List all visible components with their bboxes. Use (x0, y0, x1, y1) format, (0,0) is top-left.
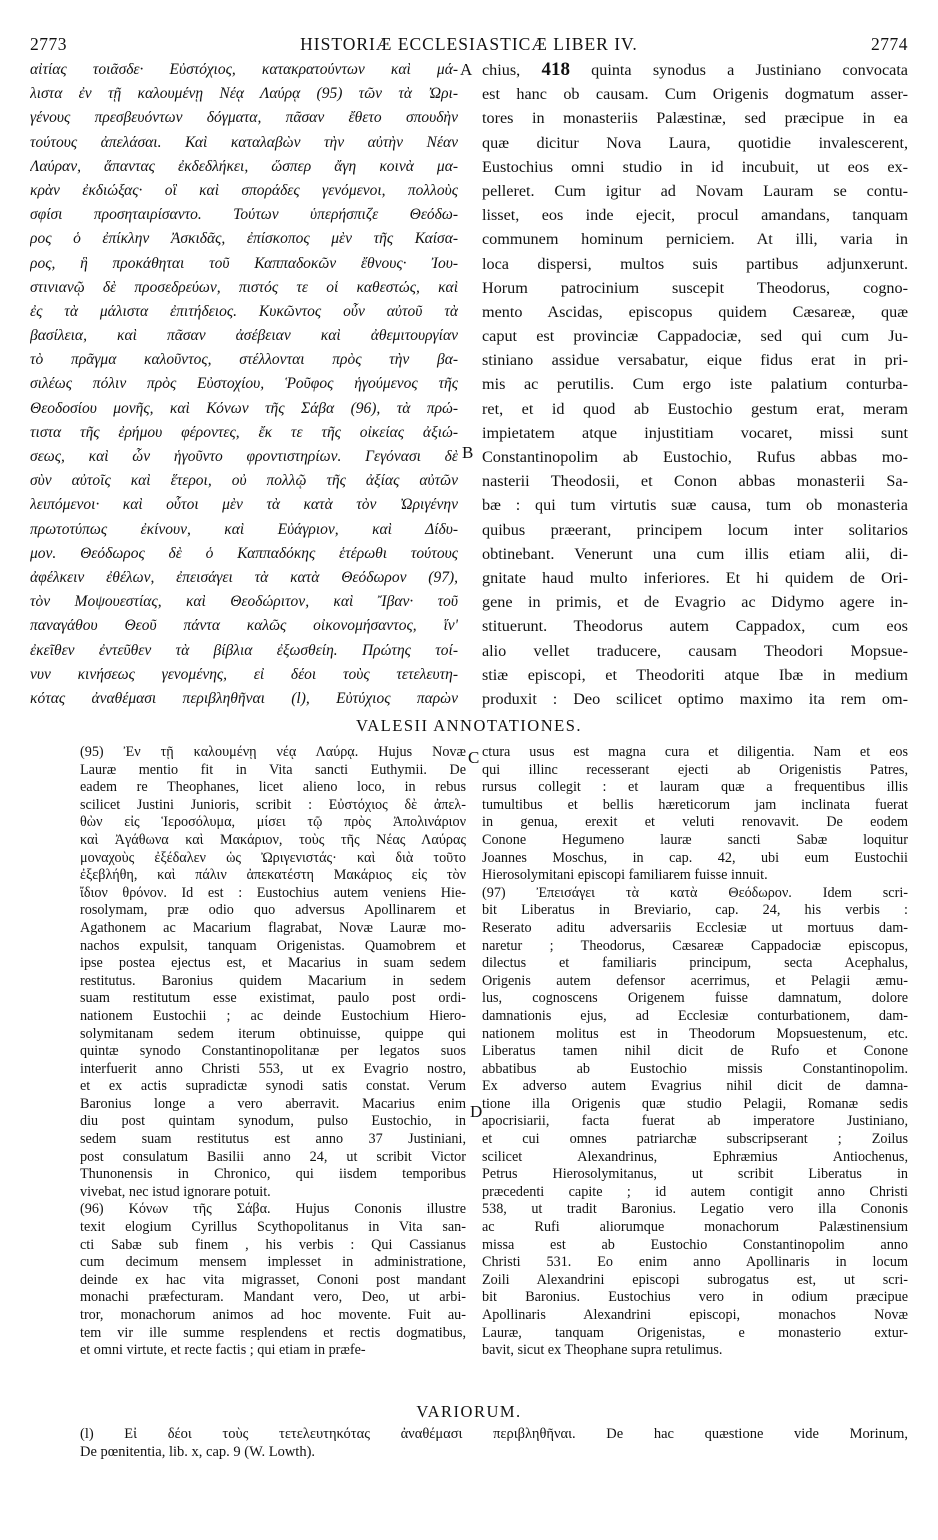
annotations-right-column (482, 744, 908, 1360)
annotation-line: Origenis autem defensor acerrimus, et Pelagii æmu- (482, 972, 908, 989)
greek-line: σὺν αὐτοῖς καὶ ἕτεροι, οὐ πολλῷ τῆς ἀξίας αὐτῶν (30, 472, 458, 490)
annotation-line: ipse postea ejectus est, et Macarius in suam sedem (80, 955, 466, 972)
margin-marker-b: B (462, 443, 474, 462)
greek-line: σεως, καὶ ὧν ἡγοῦντο φροντιστηρίων. Γεγόνασι δὲ (30, 448, 458, 465)
margin-marker-d: D (470, 1102, 483, 1121)
latin-line: produxit : Deo scilicet optimo maximo ita rem om- (482, 689, 908, 708)
annotation-line: ἴδιον θρόνον. Id est : Eustochius autem veniens Hie- (80, 884, 466, 901)
annotation-line: præcedenti capite ; id autem contigit anno Christi (482, 1183, 908, 1200)
annotation-line: Ex adverso autem Evagrius nihil dicit de damna- (482, 1078, 908, 1095)
annotation-line: et ex actis supradictæ synodi satis constat. Verum (80, 1078, 466, 1095)
latin-first-line (482, 58, 908, 82)
latin-line: gnitate haud multo inferiores. Et hi quidem de Ori- (482, 568, 908, 587)
annotation-line: bavit, sicut ex Theophane supra retulimus. (482, 1342, 723, 1359)
latin-line: stituerunt. Theodorus autem Cappadox, cum eos (482, 617, 908, 636)
page-number-right: 2774 (871, 34, 908, 54)
greek-line: γένους πρεσβευόντων δόγματα, πᾶσαν ἔθετο σπουδὴν (30, 109, 458, 127)
annotation-line: eadem re Theophanes, licet alieno loco, in rebus (80, 779, 466, 796)
annotation-line: θὼν εἰς Ἱεροσόλυμα, μίσει τῷ πρὸς Ἀπολινάριον (80, 814, 466, 831)
latin-line: gene in primis, et de Evagrio ac Didymo agere in- (482, 593, 908, 612)
annotation-line: missa est ab Eustochio Constantinopolim anno (482, 1236, 908, 1253)
greek-line: ἐκεῖθεν ἐντεῦθεν τὰ βίβλια ἐξωσθείη. Πρώτης τοί- (30, 641, 458, 659)
annotation-line: ἐξεβλήθη, καὶ πάλιν ἀπεκατέστη Μακάριος εἰς τὸν (80, 867, 466, 884)
latin-line: quæ dicitur Nova Laura, quotidie invalescerent, (482, 133, 908, 152)
annotation-line: et omni virtute, et recte factis ; qui etiam in præfe- (80, 1342, 366, 1359)
greek-line: Θεοδοσίου μονῆς, καὶ Κόνων τῆς Σάβα (96), τὰ πρώ- (30, 399, 458, 417)
annotation-line: tumultibus et bellis hæreticorum jam inclinata fuerat (482, 796, 908, 813)
annotation-line: Liberatus tamen nihil dicit de Rufo et Conone (482, 1043, 908, 1060)
latin-line: Constantinopolim ab Eustochio, Rufus abbas mo- (482, 448, 908, 466)
latin-line: lisset, eos inde ejecit, procul amandans, tanquam (482, 206, 908, 225)
greek-line: ρος ὁ ἐπίκλην Ἀσκιδᾶς, ἐπίσκοπος μὲν τῆς Καίσα- (30, 230, 458, 248)
annotation-line: deinde ex hac vita migrasset, Cononi post mandant (80, 1271, 466, 1288)
annotation-line: texit elogium Cyrillus Scythopolitanus in Vita san- (80, 1219, 466, 1236)
annotation-line: Conone Hegumeno lauræ sancti Sabæ loquitur (482, 831, 908, 848)
annotation-line: Christi 531. Eo enim anno Apollinaris in locum (482, 1254, 908, 1271)
annotation-line: Baronius longe a vero aberravit. Macarius enim (80, 1095, 466, 1112)
annotation-line: nachos expulsit, tanquam Origenistas. Quamobrem et (80, 937, 466, 954)
annotation-line: μοναχοὺς ἐξέδαλεν ὡς Ὠριγενιστάς· καὶ διὰ τοῦτο (80, 849, 466, 866)
annotation-line: nationem Eustochii ; ac deinde Eustochium Hiero- (80, 1007, 466, 1024)
annotation-line: quintæ synodo Constantinopolitanæ per legatos suos (80, 1043, 466, 1060)
annotation-line: Reserato aditu adversariis Ecclesiæ ut mortuus dam- (482, 919, 908, 936)
latin-line: caput est provinciæ Cappadociæ, sed qui cum Ju- (482, 327, 908, 346)
annotation-line: monachi præfecturam. Mandant vero, Deo, ut arbi- (80, 1289, 466, 1306)
annotation-line: (97) Ἐπεισάγει τὰ κατὰ Θεόδωρον. Idem scri- (482, 884, 908, 901)
latin-line: alio vellet traducere, causam Theodori Mopsue- (482, 641, 908, 660)
annotation-line: Petrus Hierosolymitanus, ut scribit Liberatus in (482, 1166, 908, 1183)
greek-line: βασίλεια, καὶ πᾶσαν ἀσέβειαν καὶ ἀθεμιτουργίαν (30, 327, 458, 345)
greek-line: τὸ πρᾶγμα καλοῦντος, στέλλονται πρὸς τὴν βα- (30, 351, 458, 369)
latin-line: stiæ episcopi, et Theodoriti atque Ibæ in medium (482, 665, 908, 684)
annotation-line: cti Sabæ sub finem , his verbis : Qui Cassianus (80, 1236, 466, 1253)
annotation-line: καὶ Ἀγάθωνα καὶ Μακάριον, τοὺς τῆς Νέας Λαύρας (80, 831, 466, 848)
latin-line: tores in monasteriis Palæstinæ, sed præcipue in ea (482, 109, 908, 128)
annotation-line: dilectus et familiaris principum, secta Acephalus, (482, 955, 908, 972)
running-header (30, 34, 908, 56)
greek-line: τιστα τῆς ἐρήμου φέροντες, ἔκ τε τῆς οἰκείας ἀξιώ- (30, 423, 458, 441)
margin-marker-a: A (460, 60, 473, 79)
greek-line: ρος, ἣ προκάθηται τοῦ Καππαδοκῶν ἔθνους· Ἰου- (30, 254, 458, 272)
annotation-line: ac Rufi aliorumque monachorum Palæstinensium (482, 1219, 908, 1236)
annotation-line: Joannes Moschus, in cap. 42, ubi eum Eustochii (482, 849, 908, 866)
greek-line: σφίσι προσηταιρίσαντο. Τούτων ὑπερήσπιζε Θεόδω- (30, 206, 458, 224)
annotation-line: suam restitutum esse existimat, paulo post ordi- (80, 990, 466, 1007)
latin-line: quibus præerant, principem locum inter solitarios (482, 520, 908, 539)
latin-line: mento Ascidas, episcopus quidem Cæsareæ, quæ (482, 302, 908, 321)
annotation-line: restitutus. Baronius quidem Macarium in sedem (80, 972, 466, 989)
latin-line: Eustochius omni studio in id incubuit, ut eos ex- (482, 157, 908, 176)
column-number: 418 (541, 59, 570, 80)
latin-text-column (482, 58, 908, 711)
greek-line: αἰτίας τοιᾶσδε· Εὐστόχιος, κατακρατούντων καὶ μά- (30, 61, 458, 78)
greek-line: ἐς τὰ μάλιστα ἐπιτήδειος. Κυκῶντος οὖν αὐτοῦ τὰ (30, 302, 458, 320)
greek-line: πρωτοτύπως ἐκίνουν, καὶ Εὐάγριον, καὶ Δίδυ- (30, 520, 458, 538)
variorum-line-1: (l) Εἰ δέοι τοὺς τετελευτηκότας ἀναθέμασι περιβληθῆναι. De hac quæstione vide Morinum, (80, 1426, 908, 1442)
annotation-line: interfuerit anno Christi 553, ut ex Evagrio nostro, (80, 1060, 466, 1077)
annotation-line: post consulatum Basilii anno 24, ut scribit Victor (80, 1148, 466, 1165)
greek-line: κότας ἀναθέμασι περιβληθῆναι (l), Εὐτύχιος παρὼν (30, 689, 458, 707)
latin-line: ret, et id quod ab Eustochio gestum erat, meram (482, 399, 908, 418)
page-number-left: 2773 (30, 34, 67, 54)
annotation-line: bit Baronius. Eustochius vero in odium præcipue (482, 1289, 908, 1306)
annotation-line: abbatibus ab Eustochio missis Constantinopolim. (482, 1060, 908, 1077)
annotation-line: vivebat, nec istud ignorare potuit. (80, 1183, 271, 1200)
greek-line: παναγάθου Θεοῦ πάντα καλῶς οἰκονομήσαντος, ἵν' (30, 617, 458, 635)
annotation-line: tror, monachorum animos ad hoc movente. Fuit au- (80, 1307, 466, 1323)
latin-line: loca dispersi, multos suis partibus adjunxerunt. (482, 254, 908, 273)
annotation-line: diu post quintam synodum, pulso Eustochio, in (80, 1113, 466, 1130)
annotation-line: Lauræ, tanquam Origenistas, e monasterio extur- (482, 1324, 908, 1341)
annotation-line: damnationis ejus, ad Ecclesiæ conturbationem, dam- (482, 1007, 908, 1024)
annotation-line: naretur ; Theodorus, Cæsareæ Cappadociæ episcopus, (482, 937, 908, 954)
latin-line: communem hominum perniciem. At illi, varia in (482, 230, 908, 249)
greek-line: μον. Θεόδωρος δὲ ὁ Καππαδόκης ἑτέρωθι τούτους (30, 544, 458, 562)
annotation-line: Thunonensis in Chronico, qui iisdem temporibus (80, 1166, 466, 1183)
latin-first-line-post: quinta synodus a Justiniano convocata (591, 61, 908, 79)
annotation-line: lus, cognoscens Origenem fuisse damnatum, dolore (482, 990, 908, 1007)
greek-text-column (30, 58, 458, 711)
greek-line: σιλέως πόλιν πρὸς Εὐστοχίου, Ῥοῦφος ἡγούμενος τῆς (30, 375, 458, 393)
annotation-line: Apollinaris Alexandrini episcopi, monachos Novæ (482, 1307, 908, 1323)
variorum-line-2: De pœnitentia, lib. x, cap. 9 (W. Lowth). (80, 1444, 316, 1460)
greek-line: στινιανῷ δὲ προσεδρεύων, πιστός τε οἱ καθεστώς, καὶ (30, 278, 458, 296)
annotation-line: scilicet Alexandrinus, Ephræmius Antiochenus, (482, 1148, 908, 1165)
annotation-line: ctura usus est magna cura et diligentia. Nam et eos (482, 744, 908, 760)
annotation-line: Zoili Alexandrini episcopi subrogatus est, ut scri- (482, 1271, 908, 1288)
variorum-note (80, 1425, 908, 1461)
latin-line: stiniano assidue versabatur, eique fidus erat in pri- (482, 351, 908, 370)
annotation-line: (95) Ἐν τῇ καλουμένῃ νέᾳ Λαύρᾳ. Hujus Novæ (80, 744, 466, 760)
annotation-line: (96) Κόνων τῆς Σάβα. Hujus Cononis illustre (80, 1201, 466, 1218)
annotation-line: rosolymam, præ odio quo adversus Apollinarem et (80, 902, 466, 919)
annotation-line: rursus collegit : et lauram quæ a frequentibus illis (482, 779, 908, 796)
annotation-line: apocrisiarii, facta fuerat ab imperatore Justiniano, (482, 1113, 908, 1130)
greek-line: λειπόμενοι· καὶ οὗτοι μὲν τὰ κατὰ τὸν Ὠριγένην (30, 496, 458, 514)
latin-line: obtinebant. Venerunt una cum illis etiam alii, di- (482, 544, 908, 563)
greek-line: νυν κινήσεως γενομένης, εἰ δέοι τοὺς τετελευτη- (30, 665, 458, 683)
annotation-line: qui illinc recesserant ejecti ab Origenistis Patres, (482, 761, 908, 778)
greek-line: κρὰν ἐκδιώξας· οἳ καὶ σποράδες γενόμενοι, πολλοὺς (30, 181, 458, 199)
annotation-line: Agathonem ac Macarium flagrabat, Novæ Lauræ mo- (80, 919, 466, 936)
annotation-line: et cui omnes patriarchæ subscripserant ; Zoilus (482, 1131, 908, 1148)
annotation-line: bit Liberatus in Breviario, cap. 24, his verbis : (482, 902, 908, 919)
greek-line: τὸν Μοψουεστίας, καὶ Θεοδώριτον, καὶ Ἴβαν· τοῦ (30, 593, 458, 611)
latin-line: mis ac perutilis. Cum ergo iste palatium conturba- (482, 375, 908, 394)
annotation-line: cum decimum mensem implesset in administratione, (80, 1254, 466, 1271)
greek-line: τούτους ἀπελάσαι. Καὶ καταλαβὼν τὴν αὐτὴν Νέαν (30, 133, 458, 151)
latin-line: est hanc ob causam. Cum Origenis dogmatum asser- (482, 85, 908, 104)
running-title: HISTORIÆ ECCLESIASTICÆ LIBER IV. (300, 34, 638, 54)
annotations-left-column (80, 744, 466, 1360)
greek-line: λιστα ἐν τῇ καλουμένῃ Νέᾳ Λαύρᾳ (95) τῶν τὰ Ὠρι- (30, 85, 458, 103)
annotation-line: Lauræ mentio fit in Vita sancti Euthymii. De (80, 761, 466, 778)
variorum-heading: VARIORUM. (416, 1402, 522, 1421)
latin-line: Horum patrocinium suscepit Theodorus, cogno- (482, 278, 908, 297)
greek-line: Λαύραν, ἅπαντας ἐκδεδλήκει, ὥσπερ ἄγη κοινὰ μα- (30, 157, 458, 175)
valesii-heading: VALESII ANNOTATIONES. (355, 716, 583, 735)
annotation-line: in genua, erexit et veluti renovavit. De eodem (482, 814, 908, 831)
annotation-line: sedem suam restitutus est anno 37 Justiniani, (80, 1131, 466, 1148)
annotation-line: solymitanam sedem iterum obtinuisse, quippe qui (80, 1025, 466, 1042)
latin-first-line-pre: chius, (482, 61, 521, 79)
annotation-line: 538, ut tradit Baronius. Legatio vero illa Cononis (482, 1201, 908, 1218)
annotation-line: tione illa Origenis quæ studio Pelagii, Romanæ sedis (482, 1095, 908, 1112)
latin-line: impietatem atque injustitiam vocaret, missi sunt (482, 423, 908, 442)
greek-line: ἀφέλκειν ἐθέλων, ἐπεισάγει τὰ κατὰ Θεόδωρον (97), (30, 568, 458, 586)
annotation-line: Hierosolymitani episcopi familiarem fuisse innuit. (482, 867, 768, 884)
latin-line: nasterii Theodosii, et Conon abbas monasterii Sa- (482, 472, 908, 491)
latin-line: bæ : qui tum virtutis suæ causa, tum ob monasteria (482, 496, 908, 515)
annotation-line: tem vir ille summe resplendens et rectis dogmatibus, (80, 1324, 466, 1341)
margin-marker-c: C (468, 748, 480, 767)
annotation-line: scilicet Justini Junioris, scribit : Εὐστόχιος δὲ ἀπελ- (80, 796, 466, 813)
latin-line: pelleret. Cum igitur ad Novam Lauram se contu- (482, 181, 908, 200)
annotation-line: nationem molitus est in Theodorum Mopsuestenum, etc. (482, 1025, 908, 1042)
